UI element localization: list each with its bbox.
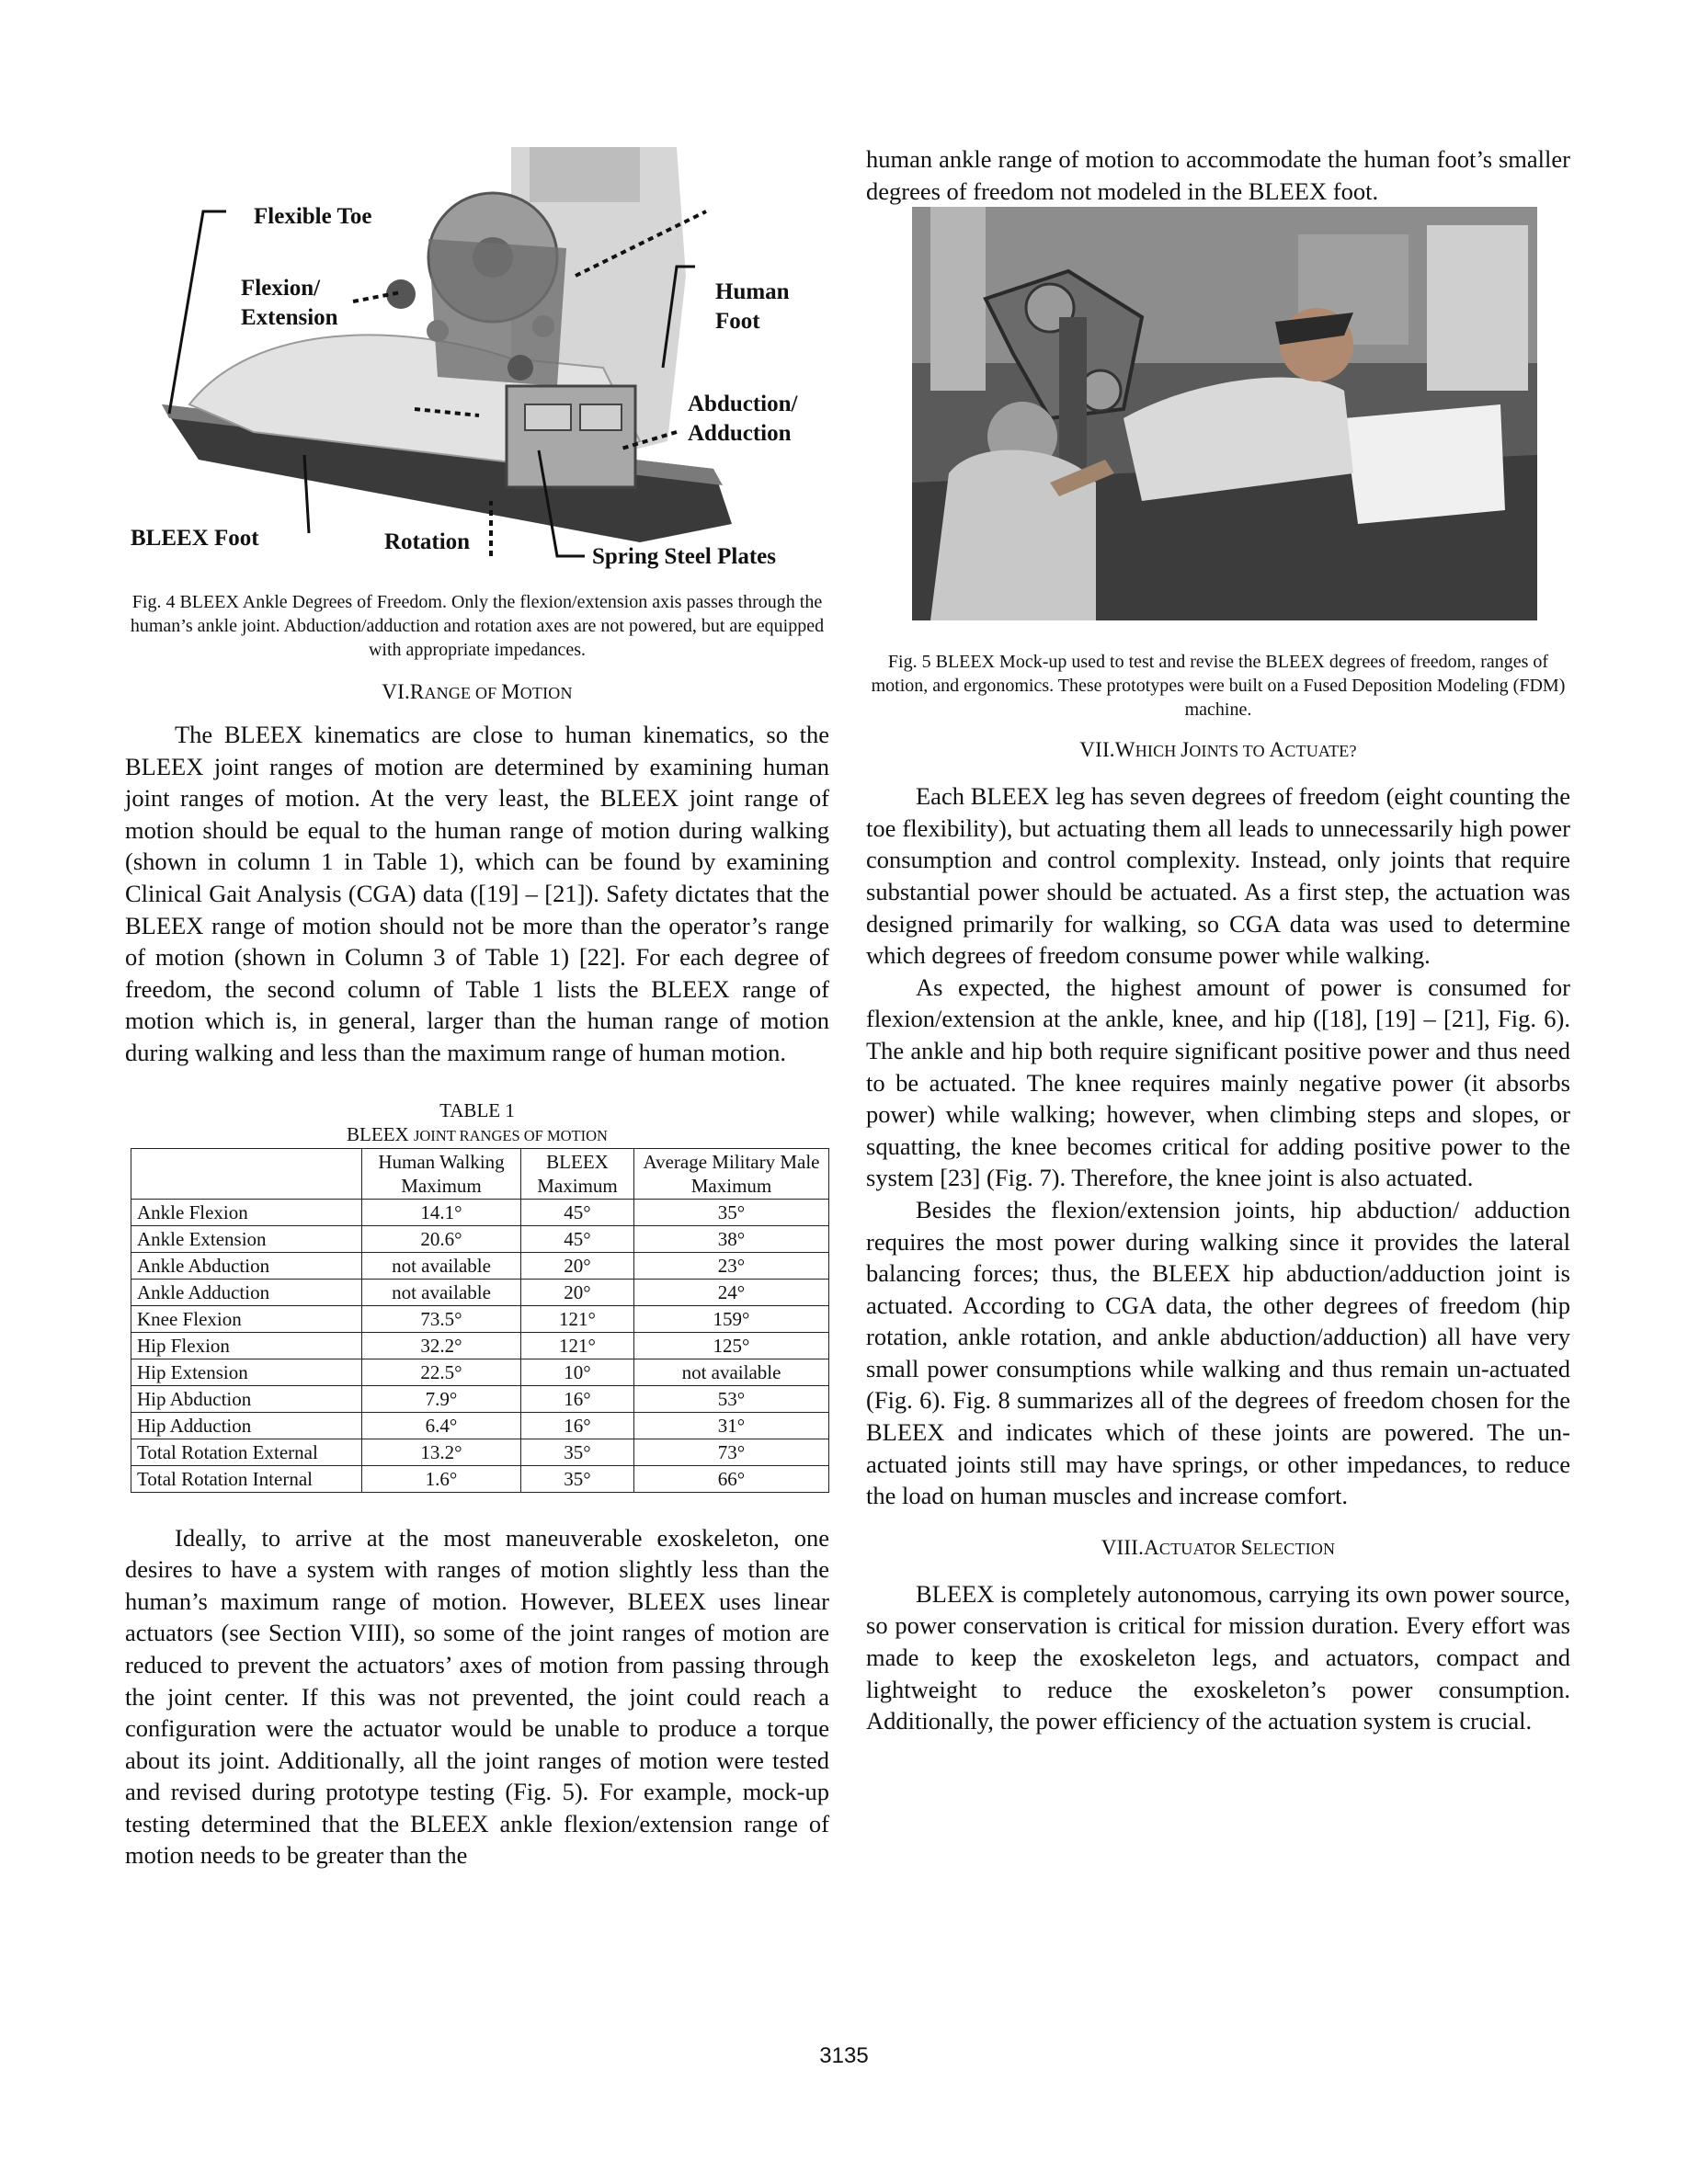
table-row [131, 1199, 829, 1225]
table-cell: 53° [634, 1385, 829, 1412]
table-cell: 125° [634, 1332, 829, 1359]
paragraph-continuation: human ankle range of motion to accommodate the human foot’s smaller degrees of freedom not modeled in the BLEEX foot. [866, 145, 1570, 205]
heading-initial: A [1269, 738, 1285, 762]
table-row-label: Knee Flexion [131, 1305, 362, 1332]
table-row [131, 1359, 829, 1385]
table-row-label: Ankle Flexion [131, 1199, 362, 1225]
table-row [131, 1332, 829, 1359]
table-cell: 66° [634, 1465, 829, 1492]
table-row-label: Ankle Adduction [131, 1279, 362, 1305]
section-6-heading [125, 680, 829, 704]
table-cell: 73.5° [362, 1305, 521, 1332]
table-cell: 20° [521, 1252, 634, 1279]
table-row-label: Ankle Abduction [131, 1252, 362, 1279]
heading-initial: A [1144, 1535, 1159, 1559]
table-cell: 73° [634, 1439, 829, 1465]
section-number: VIII. [1101, 1535, 1145, 1559]
table-row-label: Total Rotation External [131, 1439, 362, 1465]
table-cell: 35° [521, 1439, 634, 1465]
table-row-label: Hip Abduction [131, 1385, 362, 1412]
table-cell: 24° [634, 1279, 829, 1305]
section-number: VII. [1079, 738, 1115, 762]
table-row [131, 1279, 829, 1305]
table-body [131, 1199, 829, 1492]
table-cell: not available [362, 1279, 521, 1305]
table-cell: 7.9° [362, 1385, 521, 1412]
table-1-block [125, 1098, 829, 1493]
table-cell: 121° [521, 1332, 634, 1359]
label-abduction-adduction: Abduction/ Adduction [688, 392, 798, 446]
page-number: 3135 [819, 2043, 869, 2068]
paragraph-power-consumption: As expected, the highest amount of power is consumed for flexion/extension at the ankle, knee, and hip ([18], [19] – [21], Fig. 6). The ankle and hip both require significant positive power and thus need to be actuated. The knee requires mainly negative power (it absorbs power) while walking; however, when climbing steps and slopes, or squatting, the knee becomes critical for adding positive power to the system [23] (Fig. 7). Therefore, the knee joint is also actuated. [866, 973, 1570, 1192]
table-row-label: Hip Flexion [131, 1332, 362, 1359]
heading-smallcaps: CTUATE? [1284, 742, 1357, 761]
figure-5-caption: Fig. 5 BLEEX Mock-up used to test and revise the BLEEX degrees of freedom, ranges of motion, and ergonomics. These prototypes were built on a Fused Deposition Modeling (FDM) machine. [871, 652, 1566, 721]
heading-initial: S [1240, 1535, 1253, 1559]
table-cell: 1.6° [362, 1465, 521, 1492]
figure-4 [125, 138, 829, 579]
label-spring-steel-plates: Spring Steel Plates [592, 544, 776, 569]
figure-5 [912, 207, 1537, 620]
right-column [866, 143, 1570, 1737]
table-cell: 32.2° [362, 1332, 521, 1359]
table-header-row [131, 1148, 829, 1199]
left-column [125, 138, 829, 1871]
table-row [131, 1305, 829, 1332]
joint-ranges-table [131, 1148, 829, 1493]
label-flexible-toe: Flexible Toe [254, 204, 372, 229]
heading-smallcaps: ANGE OF [424, 684, 502, 702]
table-row [131, 1439, 829, 1465]
heading-initial: W [1114, 738, 1135, 762]
table-row [131, 1465, 829, 1492]
label-rotation: Rotation [384, 529, 471, 554]
table-row-label: Total Rotation Internal [131, 1465, 362, 1492]
heading-initial: J [1180, 738, 1190, 762]
table-cell: 38° [634, 1225, 829, 1252]
section-number: VI. [382, 680, 410, 703]
table-cell: 13.2° [362, 1439, 521, 1465]
table-header-cell: Human Walking Maximum [362, 1148, 521, 1199]
paragraph-actuation-intro: Each BLEEX leg has seven degrees of freedom (eight counting the toe flexibility), but actuating them all leads to unnecessarily high power consumption and control complexity. Instead, only joints that require substantial power should be actuated. As a first step, the actuation was designed primarily for walking, so CGA data was used to determine which degrees of freedom consume power while walking. [866, 782, 1570, 970]
table-cell: 10° [521, 1359, 634, 1385]
paragraph-range-of-motion: The BLEEX kinematics are close to human kinematics, so the BLEEX joint ranges of motion are determined by examining human joint ranges of motion. At the very least, the BLEEX joint range of motion should be equal to the human range of motion during walking (shown in column 1 in Table 1), which can be found by examining Clinical Gait Analysis (CGA) data ([19] – [21]). Safety dictates that the BLEEX range of motion should not be more than the operator’s range of motion (shown in Column 3 of Table 1) [22]. For each degree of freedom, the second column of Table 1 lists the BLEEX range of motion which is, in general, larger than the human range of motion during walking and less than the maximum range of human motion. [125, 721, 829, 1066]
table-row-label: Hip Adduction [131, 1412, 362, 1439]
table-cell: 35° [634, 1199, 829, 1225]
table-cell: 159° [634, 1305, 829, 1332]
heading-smallcaps: CTUATOR [1158, 1539, 1241, 1558]
table-cell: 23° [634, 1252, 829, 1279]
table-subtitle-prefix: BLEEX [347, 1122, 414, 1145]
table-row-label: Ankle Extension [131, 1225, 362, 1252]
label-flexion-extension: Flexion/ Extension [241, 276, 338, 330]
table-row [131, 1252, 829, 1279]
heading-smallcaps: OTION [519, 684, 573, 702]
table-cell: 31° [634, 1412, 829, 1439]
table-row [131, 1225, 829, 1252]
table-cell: not available [634, 1359, 829, 1385]
table-subtitle [125, 1122, 829, 1148]
table-row-label: Hip Extension [131, 1359, 362, 1385]
table-cell: not available [362, 1252, 521, 1279]
paragraph-hip-abduction: Besides the flexion/extension joints, hip abduction/ adduction requires the most power during walking since it provides the lateral balancing forces; thus, the BLEEX hip abduction/adduction joint is actuated. According to CGA data, the other degrees of freedom (hip rotation, ankle rotation, and ankle abduction/adduction) all have very small power consumptions while walking and thus remain un-actuated (Fig. 6). Fig. 8 summarizes all of the degrees of freedom chosen for the BLEEX and indicates which of these joints are powered. The un-actuated joints still may have springs, or other impedances, to reduce the load on human muscles and increase comfort. [866, 1195, 1570, 1510]
table-header-cell: Average Military Male Maximum [634, 1148, 829, 1199]
heading-smallcaps: HICH [1135, 742, 1181, 761]
table-cell: 16° [521, 1385, 634, 1412]
heading-smallcaps: ELECTION [1252, 1539, 1336, 1558]
table-header-cell: BLEEX Maximum [521, 1148, 634, 1199]
table-cell: 20.6° [362, 1225, 521, 1252]
table-cell: 6.4° [362, 1412, 521, 1439]
table-row [131, 1385, 829, 1412]
heading-initial: M [501, 680, 520, 703]
heading-initial: R [409, 680, 425, 703]
figure-4-caption: Fig. 4 BLEEX Ankle Degrees of Freedom. Only the flexion/extension axis passes through the human’s ankle joint. Abduction/adduction and rotation axes are not powered, but are equipped with appropriate impedances. [130, 592, 825, 660]
section-8-heading [866, 1536, 1570, 1560]
table-cell: 121° [521, 1305, 634, 1332]
table-title: TABLE 1 [439, 1098, 515, 1121]
section-7-heading [866, 738, 1570, 762]
table-cell: 45° [521, 1199, 634, 1225]
ankle-figure-image [125, 138, 829, 579]
table-header-cell [131, 1148, 362, 1199]
table-cell: 22.5° [362, 1359, 521, 1385]
table-cell: 35° [521, 1465, 634, 1492]
bleex-mockup-photo [912, 207, 1537, 620]
table-row [131, 1412, 829, 1439]
table-cell: 16° [521, 1412, 634, 1439]
table-cell: 14.1° [362, 1199, 521, 1225]
label-human-foot: Human Foot [715, 279, 790, 334]
paragraph-maneuverable: Ideally, to arrive at the most maneuverable exoskeleton, one desires to have a system with ranges of motion slightly less than the human’s maximum range of motion. However, BLEEX uses linear actuators (see Section VIII), so some of the joint ranges of motion are reduced to prevent the actuators’ axes of motion from passing through the joint center. If this was not prevented, the joint could reach a configuration were the actuator would be unable to produce a torque about its joint. Additionally, all the joint ranges of motion were tested and revised during prototype testing (Fig. 5). For example, mock-up testing determined that the BLEEX ankle flexion/extension range of motion needs to be greater than the [125, 1523, 829, 1870]
table-subtitle-smallcaps: JOINT RANGES OF MOTION [413, 1126, 608, 1144]
paragraph-actuator-selection: BLEEX is completely autonomous, carrying its own power source, so power conservation is critical for mission duration. Every effort was made to keep the exoskeleton legs, and actuators, compact and lightweight to reduce the exoskeleton’s power consumption. Additionally, the power efficiency of the actuation system is crucial. [866, 1579, 1570, 1735]
table-cell: 20° [521, 1279, 634, 1305]
heading-smallcaps: OINTS TO [1189, 742, 1270, 761]
label-bleex-foot: BLEEX Foot [131, 526, 259, 551]
table-cell: 45° [521, 1225, 634, 1252]
